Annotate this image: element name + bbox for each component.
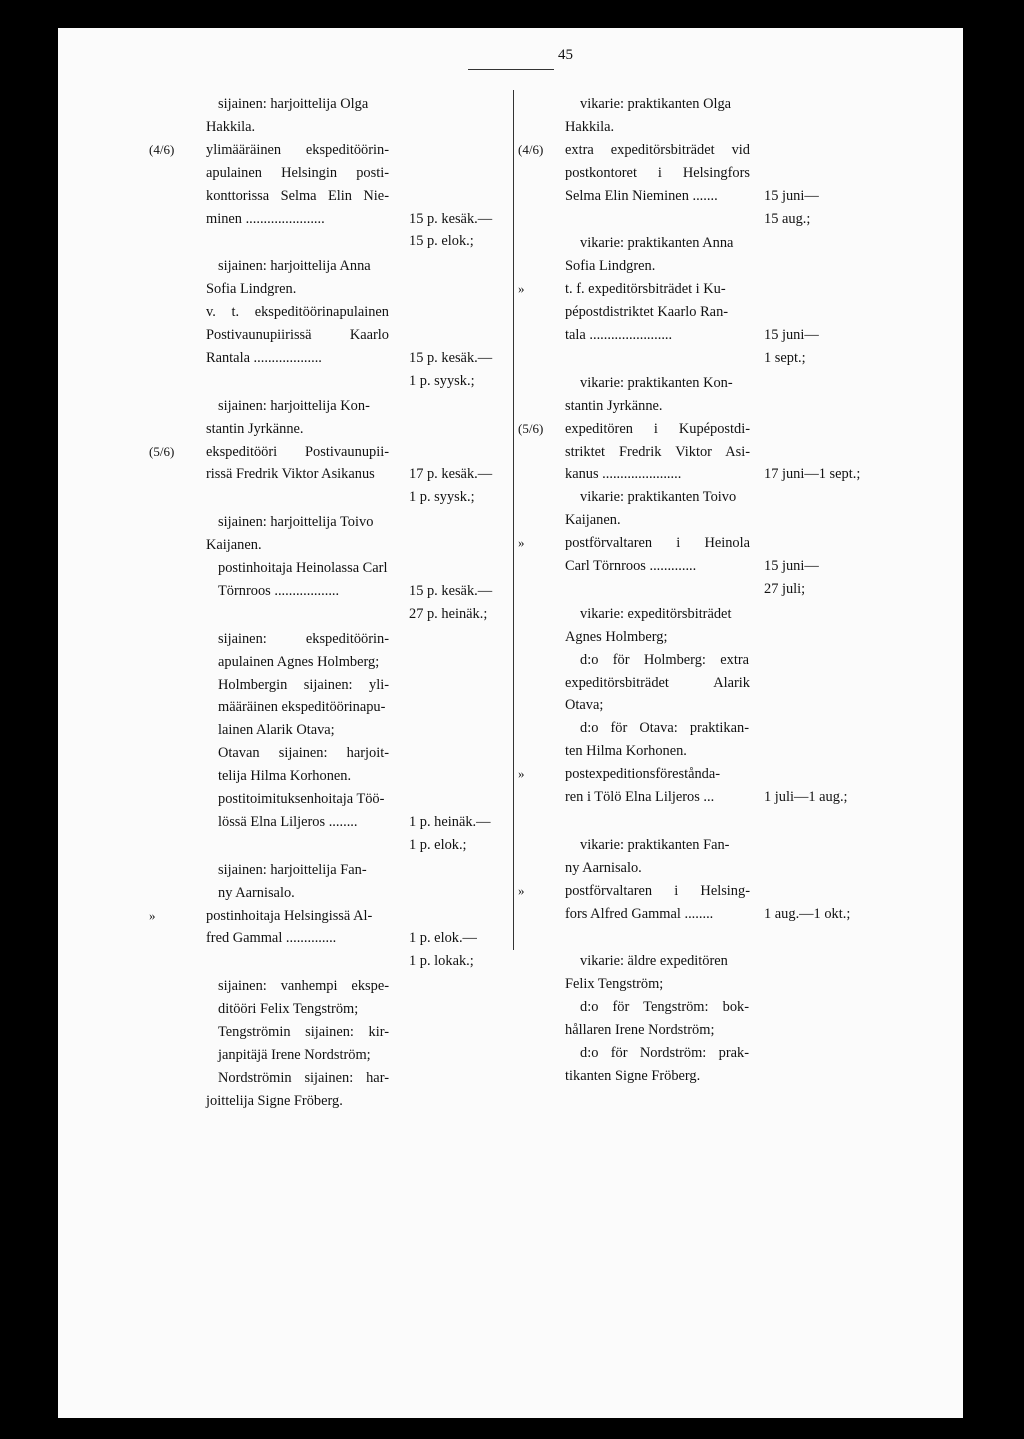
date-range: 1 p. syysk.; [409, 489, 475, 506]
entry-text-line: ten Hilma Korhonen. [565, 743, 687, 760]
entry-text-line: stantin Jyrkänne. [565, 397, 663, 414]
page-number: 45 [558, 47, 573, 63]
date-range: 1 p. heinäk.— [409, 813, 491, 830]
entry-marker: (4/6) [149, 141, 175, 157]
entry-text-line: expeditören i Kupépostdi- [565, 420, 750, 437]
date-range: 15 p. kesäk.— [409, 349, 493, 366]
entry-text-line: Agnes Holmberg; [565, 628, 668, 645]
date-range: 1 juli—1 aug.; [764, 789, 848, 805]
entry-text-line: ditööri Felix Tengström; [218, 1001, 359, 1018]
entry-text-line: Sofia Lindgren. [206, 281, 297, 298]
entry-text-line: sijainen: harjoittelija Olga [218, 96, 369, 112]
entry-text-line: postförvaltaren i Heinola [565, 535, 750, 552]
entry-text-line: Kaijanen. [565, 512, 621, 529]
entry-text-line: Sofia Lindgren. [565, 258, 656, 275]
entry-text-line: stantin Jyrkänne. [206, 420, 304, 437]
date-range: 15 juni— [764, 187, 819, 204]
entry-text-line: vikarie: praktikanten Olga [580, 96, 732, 112]
date-range: 17 juni—1 sept.; [764, 466, 861, 483]
entry-text-line: Postivaunupiirissä Kaarlo [206, 327, 389, 343]
date-range: 27 p. heinäk.; [409, 605, 488, 622]
entry-marker: » [518, 882, 525, 898]
entry-text-line: tikanten Signe Fröberg. [565, 1067, 701, 1084]
date-range: 1 p. syysk.; [409, 372, 475, 389]
date-range: 15 juni— [764, 558, 819, 574]
entry-text-line: lainen Alarik Otava; [218, 722, 335, 739]
date-range: 17 p. kesäk.— [409, 466, 493, 483]
entry-text-line: v. t. ekspeditöörinapulainen [206, 304, 389, 321]
entry-text-line: Kaijanen. [206, 537, 262, 554]
entry-text-line: vikarie: äldre expeditören [580, 953, 728, 970]
date-range: 15 p. elok.; [409, 233, 474, 250]
entry-text-line: ekspeditööri Postivaunupii- [206, 443, 389, 460]
entry-text-line: Selma Elin Nieminen ....... [565, 187, 718, 204]
entry-text-line: määräinen ekspeditöörinapu- [218, 699, 386, 716]
date-range: 1 p. elok.— [409, 930, 477, 947]
date-range: 15 p. kesäk.— [409, 582, 493, 599]
entry-text-line: minen ...................... [206, 210, 325, 227]
entry-text-line: sijainen: harjoittelija Anna [218, 258, 371, 275]
entry-text-line: postexpeditionsförestånda- [565, 766, 721, 783]
entry-text-line: Otava; [565, 697, 604, 714]
entry-text-line: hållaren Irene Nordström; [565, 1022, 715, 1038]
date-range: 15 p. kesäk.— [409, 210, 493, 227]
entry-text-line: ny Aarnisalo. [565, 859, 642, 876]
entry-marker: (4/6) [518, 141, 544, 157]
entry-text-line: joittelija Signe Fröberg. [206, 1092, 343, 1109]
entry-text-line: Hakkila. [565, 118, 615, 135]
page-number-rule [468, 69, 554, 70]
entry-text-line: fred Gammal .............. [206, 930, 337, 947]
entry-text-line: ren i Tölö Elna Liljeros ... [565, 789, 715, 805]
entry-text-line: Nordströmin sijainen: har- [218, 1069, 389, 1086]
entry-text-line: kanus ...................... [565, 466, 682, 483]
entry-text-line: janpitäjä Irene Nordström; [218, 1046, 371, 1063]
entry-text-line: Holmbergin sijainen: yli- [218, 676, 389, 693]
entry-text-line: vikarie: praktikanten Kon- [580, 374, 733, 391]
entry-text-line: vikarie: expeditörsbiträdet [580, 605, 732, 622]
entry-text-line: pépostdistriktet Kaarlo Ran- [565, 304, 729, 321]
entry-text-line: postförvaltaren i Helsing- [565, 882, 750, 899]
entry-text-line: konttorissa Selma Elin Nie- [206, 187, 389, 204]
entry-text-line: postinhoitaja Heinolassa Carl [218, 560, 388, 576]
entry-text-line: ylimääräinen ekspeditöörin- [206, 141, 389, 158]
entry-text-line: d:o för Otava: praktikan- [580, 720, 749, 737]
entry-marker: (5/6) [149, 443, 175, 459]
column-divider [513, 90, 514, 950]
date-range: 15 juni— [764, 327, 819, 343]
date-range: 1 sept.; [764, 349, 806, 366]
entry-text-line: d:o för Nordström: prak- [580, 1044, 749, 1061]
entry-text-line: Felix Tengström; [565, 976, 664, 993]
entry-text-line: Carl Törnroos ............. [565, 558, 697, 574]
entry-text-line: Hakkila. [206, 118, 256, 135]
entry-text-line: striktet Fredrik Viktor Asi- [565, 443, 750, 460]
entry-text-line: postkontoret i Helsingfors [565, 164, 750, 181]
entry-text-line: Tengströmin sijainen: kir- [218, 1024, 389, 1040]
entry-text-line: sijainen: harjoittelija Fan- [218, 861, 367, 878]
date-range: 1 p. elok.; [409, 836, 467, 853]
entry-text-line: fors Alfred Gammal ........ [565, 905, 714, 922]
entry-text-line: Rantala ................... [206, 349, 322, 366]
entry-marker: » [518, 535, 525, 551]
entry-marker: (5/6) [518, 420, 544, 436]
entry-text-line: Törnroos .................. [218, 582, 340, 599]
entry-text-line: sijainen: vanhempi ekspe- [218, 978, 389, 995]
date-range: 15 aug.; [764, 210, 811, 227]
entry-text-line: telija Hilma Korhonen. [218, 768, 352, 785]
entry-text-line: vikarie: praktikanten Anna [580, 235, 734, 252]
entry-text-line: sijainen: harjoittelija Toivo [218, 514, 374, 531]
date-range: 1 aug.—1 okt.; [764, 905, 851, 922]
entry-text-line: extra expeditörsbiträdet vid [565, 141, 750, 158]
entry-text-line: ny Aarnisalo. [218, 884, 295, 901]
entry-text-line: postinhoitaja Helsingissä Al- [206, 907, 373, 924]
entry-text-line: t. f. expeditörsbiträdet i Ku- [565, 281, 726, 298]
document-page [58, 28, 963, 1418]
entry-marker: » [518, 766, 525, 782]
entry-text-line: d:o för Holmberg: extra [580, 651, 749, 668]
entry-marker: » [518, 281, 525, 297]
entry-text-line: vikarie: praktikanten Toivo [580, 489, 737, 506]
entry-text-line: tala ....................... [565, 327, 673, 343]
date-range: 1 p. lokak.; [409, 953, 474, 970]
entry-text-line: lössä Elna Liljeros ........ [218, 813, 358, 830]
entry-text-line: rissä Fredrik Viktor Asikanus [206, 466, 375, 483]
entry-text-line: d:o för Tengström: bok- [580, 999, 749, 1016]
entry-marker: » [149, 907, 156, 923]
entry-text-line: apulainen Agnes Holmberg; [218, 653, 380, 670]
entry-text-line: vikarie: praktikanten Fan- [580, 836, 730, 853]
entry-text-line: expeditörsbiträdet Alarik [565, 674, 750, 691]
entry-text-line: sijainen: harjoittelija Kon- [218, 397, 370, 414]
entry-text-line: apulainen Helsingin posti- [206, 164, 389, 181]
date-range: 27 juli; [764, 580, 806, 597]
entry-text-line: Otavan sijainen: harjoit- [218, 745, 389, 762]
entry-text-line: postitoimituksenhoitaja Töö- [218, 791, 385, 807]
entry-text-line: sijainen: ekspeditöörin- [218, 630, 389, 647]
